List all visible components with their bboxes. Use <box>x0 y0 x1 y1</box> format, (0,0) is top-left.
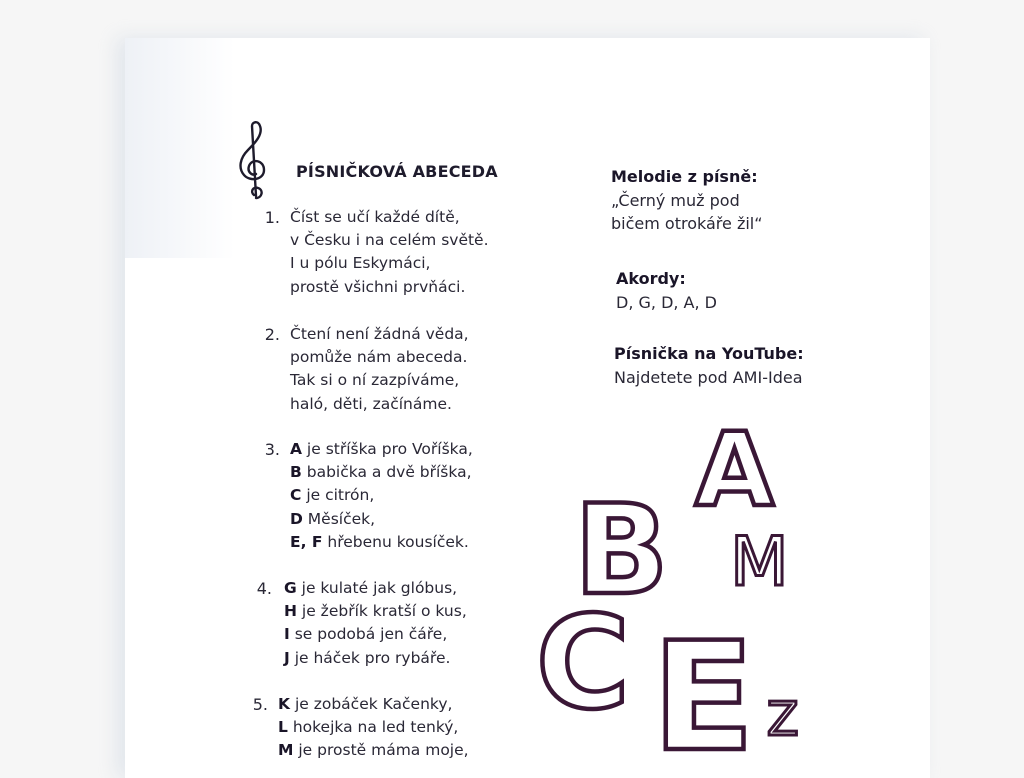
chords-block <box>616 267 717 314</box>
verse-line <box>290 323 469 346</box>
page-shadow <box>125 38 235 258</box>
treble-clef-icon <box>234 120 274 205</box>
verse-line-text: hřebenu kousíček. <box>322 532 469 551</box>
letter-b: B <box>574 479 669 623</box>
letter-highlight: B <box>290 463 302 482</box>
verse-line-text: prostě všichni prvňáci. <box>290 277 466 296</box>
verse-line <box>290 346 469 369</box>
verse-line-text: v Česku i na celém světě. <box>290 231 489 250</box>
letter-c: C <box>536 589 630 738</box>
verse-line-text: Měsíček, <box>302 509 376 528</box>
letter-m: M <box>730 523 789 602</box>
letter-z: Z <box>767 692 799 746</box>
verse-line-text: je prostě máma moje, <box>293 741 469 760</box>
letter-highlight: L <box>278 718 288 737</box>
verse-line <box>290 229 489 252</box>
song-title: PÍSNIČKOVÁ ABECEDA <box>296 162 498 181</box>
letter-highlight: K <box>278 695 291 713</box>
verse-line <box>290 369 469 392</box>
verse-line <box>290 461 473 484</box>
verse-line-text: je kulaté jak glóbus, <box>296 579 458 597</box>
melody-heading: Melodie z písně: <box>611 167 758 186</box>
verse-line-text: hokejka na led tenký, <box>287 718 459 737</box>
letter-highlight: A <box>290 440 302 458</box>
youtube-value: Najdetete pod AMI-Idea <box>614 367 803 387</box>
verse-line-text: se podobá jen čáře, <box>289 625 448 644</box>
letter-highlight: D <box>290 509 303 528</box>
verse-line-text: haló, děti, začínáme. <box>290 394 452 413</box>
decorative-letters <box>530 425 830 768</box>
verse-number: 2. <box>264 325 280 344</box>
verse-line-text: je žebřík kratší o kus, <box>296 602 467 621</box>
letter-highlight: G <box>284 579 297 597</box>
verse-line <box>284 647 467 670</box>
verse-line <box>290 508 473 531</box>
verse-line-text: Číst se učí každé dítě, <box>290 208 460 226</box>
verse-line <box>278 716 469 739</box>
verse-line-text: Čtení není žádná věda, <box>290 325 469 343</box>
verse-line <box>290 393 469 416</box>
letter-highlight: E, F <box>290 532 323 551</box>
letter-highlight: J <box>284 648 290 667</box>
verse-line-text: pomůže nám abeceda. <box>290 348 468 367</box>
verse-line <box>284 600 467 623</box>
verse-line <box>278 693 469 716</box>
chords-heading: Akordy: <box>616 269 686 288</box>
verse-line <box>284 577 467 600</box>
verse-number: 4. <box>256 579 272 598</box>
verse-number: 1. <box>264 208 280 227</box>
verse-line-text: Tak si o ní zazpíváme, <box>290 371 460 390</box>
verse-line <box>278 739 469 762</box>
verse-line <box>290 484 473 507</box>
verse-line-text: je stříška pro Voříška, <box>302 440 473 458</box>
verse-line-text: babička a dvě bříška, <box>301 463 472 482</box>
melody-line-2: bičem otrokáře žil“ <box>611 214 763 233</box>
verse-line-text: I u pólu Eskymáci, <box>290 254 431 273</box>
letter-highlight: M <box>278 741 294 760</box>
melody-block <box>611 165 763 236</box>
verse-line-text: je citrón, <box>301 486 375 505</box>
melody-line-1: „Černý muž pod <box>611 190 740 210</box>
letter-highlight: H <box>284 602 297 621</box>
verse-line <box>290 206 489 229</box>
chords-value: D, G, D, A, D <box>616 292 717 312</box>
verse-number: 3. <box>264 440 280 459</box>
verse-line <box>290 531 473 554</box>
letter-e: E <box>652 611 755 768</box>
youtube-block <box>614 342 804 389</box>
verse-line-text: je zobáček Kačenky, <box>290 695 453 713</box>
youtube-heading: Písnička na YouTube: <box>614 344 804 363</box>
letter-highlight: C <box>290 486 302 505</box>
verse-line <box>290 252 489 275</box>
verse-line <box>284 623 467 646</box>
letter-a: A <box>695 425 774 530</box>
letter-highlight: I <box>284 625 290 644</box>
verse-number: 5. <box>252 695 268 714</box>
verse-line-text: je háček pro rybáře. <box>289 648 451 667</box>
verse-line <box>290 438 473 461</box>
verse-line <box>290 276 489 299</box>
